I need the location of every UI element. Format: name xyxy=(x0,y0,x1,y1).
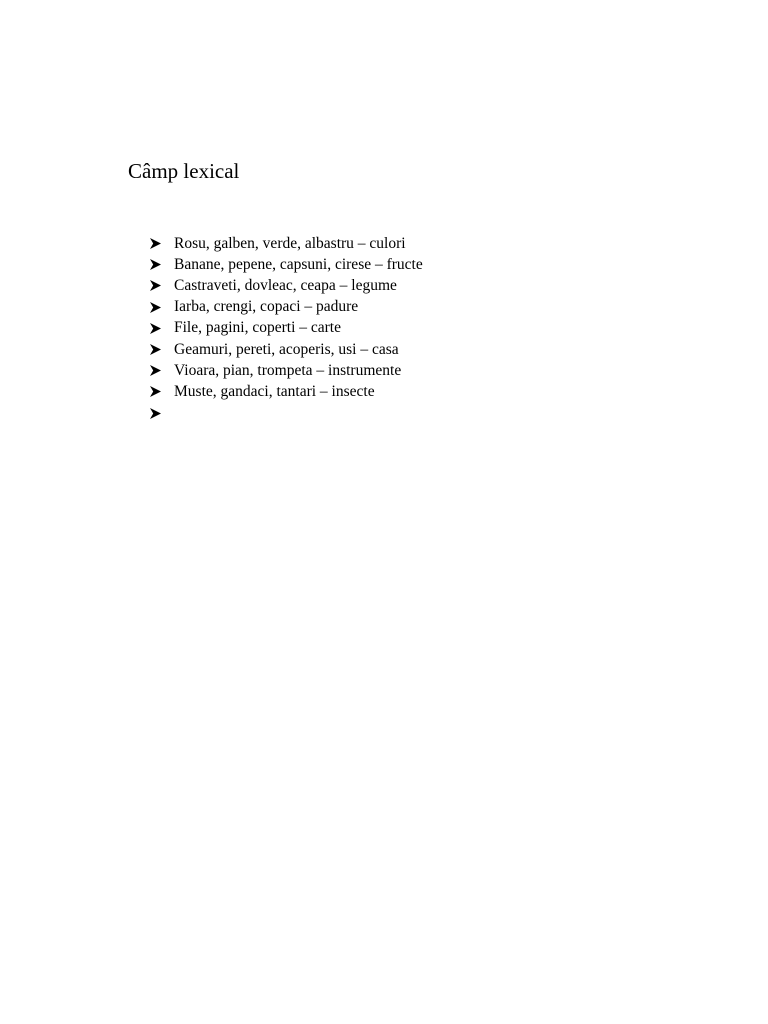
document-title: Câmp lexical xyxy=(128,159,240,183)
list-item-text: Banane, pepene, capsuni, cirese – fructe xyxy=(174,255,423,273)
arrowhead-bullet-icon xyxy=(150,323,174,334)
bullet-list xyxy=(150,233,423,424)
list-item xyxy=(150,233,423,254)
list-item-text: Geamuri, pereti, acoperis, usi – casa xyxy=(174,340,399,358)
list-item xyxy=(150,318,423,339)
arrowhead-bullet-icon xyxy=(150,302,174,313)
arrowhead-bullet-icon xyxy=(150,238,174,249)
list-item xyxy=(150,254,423,275)
list-item-text: Muste, gandaci, tantari – insecte xyxy=(174,382,375,400)
list-item-text: Vioara, pian, trompeta – instrumente xyxy=(174,361,402,379)
list-item-text: Castraveti, dovleac, ceapa – legume xyxy=(174,276,397,294)
arrowhead-bullet-icon xyxy=(150,408,174,419)
arrowhead-bullet-icon xyxy=(150,386,174,397)
list-item-text: Rosu, galben, verde, albastru – culori xyxy=(174,234,406,252)
list-item-text: Iarba, crengi, copaci – padure xyxy=(174,298,359,316)
list-item xyxy=(150,403,423,424)
list-item xyxy=(150,275,423,296)
list-item xyxy=(150,339,423,360)
arrowhead-bullet-icon xyxy=(150,280,174,291)
list-item-text: File, pagini, coperti – carte xyxy=(174,319,341,337)
arrowhead-bullet-icon xyxy=(150,365,174,376)
arrowhead-bullet-icon xyxy=(150,344,174,355)
list-item xyxy=(150,381,423,402)
arrowhead-bullet-icon xyxy=(150,259,174,270)
list-item xyxy=(150,297,423,318)
list-item xyxy=(150,360,423,381)
